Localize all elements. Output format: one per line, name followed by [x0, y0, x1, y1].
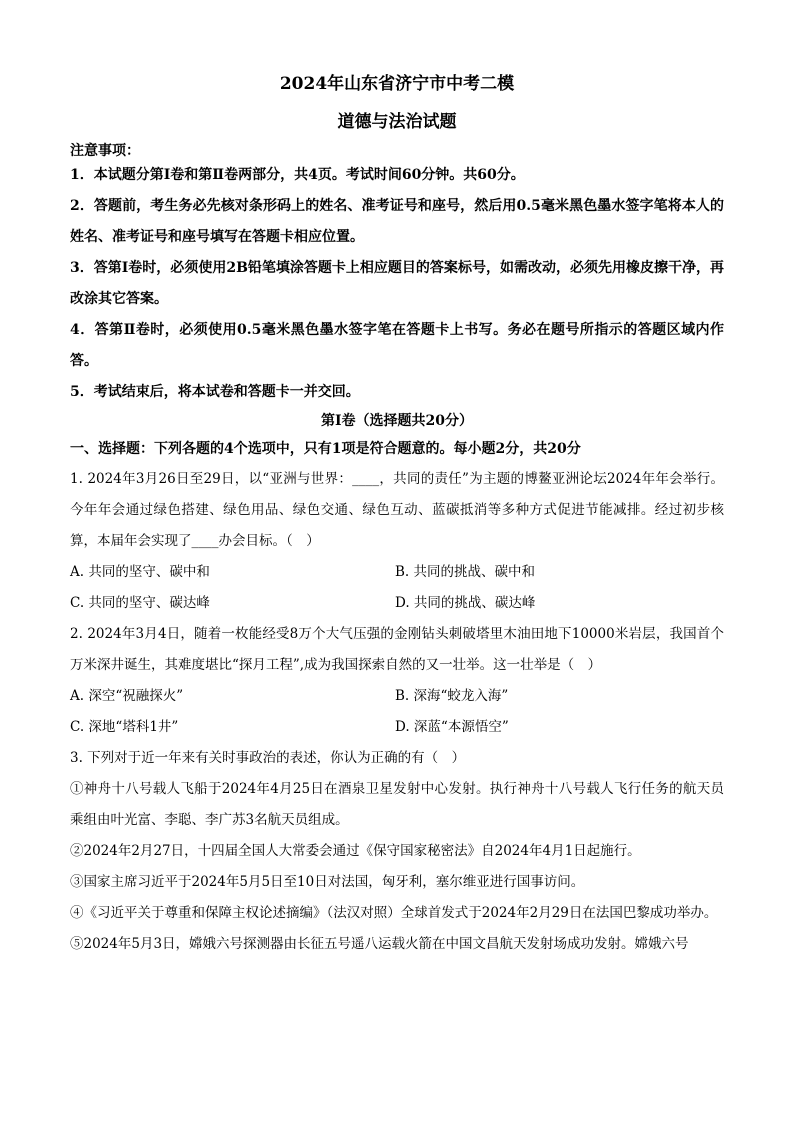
- question-2-option-b: B. 深海“蛟龙入海”: [395, 688, 509, 704]
- notice-item-2: 2．答题前，考生务必先核对条形码上的姓名、准考证号和座号，然后用0.5毫米黑色墨水签字笔将本人的姓名、准考证号和座号填写在答题卡相应位置。: [70, 198, 724, 245]
- notice-item-3: 3．答第Ⅰ卷时，必须使用2B铅笔填涂答题卡上相应题目的答案标号，如需改动，必须先用橡皮擦干净，再改涂其它答案。: [70, 260, 724, 307]
- question-2-option-d: D. 深蓝“本源悟空”: [395, 719, 509, 735]
- question-3-statement-2: ②2024年2月27日，十四届全国人大常委会通过《保守国家秘密法》自2024年4月1日起施行。: [70, 843, 641, 859]
- question-2-stem: 2. 2024年3月4日，随着一枚能经受8万个大气压强的金刚钻头刺破塔里木油田地下10000米岩层，我国首个万米深井诞生，其难度堪比“探月工程”,成为我国探索自然的又一壮举。这一壮举是（ ）: [70, 626, 724, 673]
- part-heading: 一、选择题：下列各题的4个选项中，只有1项是符合题意的。每小题2分，共20分: [70, 441, 581, 457]
- exam-subtitle: 道德与法治试题: [337, 112, 457, 132]
- question-2-option-c: C. 深地“塔科1井”: [70, 719, 179, 735]
- question-1-stem: 1. 2024年3月26日至29日，以“亚洲与世界：____，共同的责任”为主题的博鳌亚洲论坛2024年年会举行。今年年会通过绿色搭建、绿色用品、绿色交通、绿色互动、蓝碳抵消等多种方式促进节能减排。经过初步核算，本届年会实现了____办会目标。（ ）: [70, 471, 724, 549]
- question-2-option-a: A. 深空“祝融探火”: [70, 688, 184, 704]
- question-3-statement-4: ④《习近平关于尊重和保障主权论述摘编》（法汉对照）全球首发式于2024年2月29日在法国巴黎成功举办。: [70, 905, 718, 921]
- notice-item-1: 1．本试题分第Ⅰ卷和第Ⅱ卷两部分，共4页。考试时间60分钟。共60分。: [70, 167, 525, 183]
- question-1-option-c: C. 共同的坚守、碳达峰: [70, 595, 210, 611]
- question-3-statement-1: ①神舟十八号载人飞船于2024年4月25日在酒泉卫星发射中心发射。执行神舟十八号载人飞行任务的航天员乘组由叶光富、李聪、李广苏3名航天员组成。: [70, 781, 724, 828]
- document-page: [70, 72, 724, 960]
- question-2-options: [70, 681, 724, 743]
- question-3-statement-3: ③国家主席习近平于2024年5月5日至10日对法国，匈牙利，塞尔维亚进行国事访问。: [70, 874, 585, 890]
- question-1-options: [70, 557, 724, 619]
- exam-title: 2024年山东省济宁市中考二模: [279, 74, 515, 94]
- notice-item-4: 4．答第Ⅱ卷时，必须使用0.5毫米黑色墨水签字笔在答题卡上书写。务必在题号所指示的答题区域内作答。: [70, 322, 724, 369]
- question-1-option-d: D. 共同的挑战、碳达峰: [395, 595, 536, 611]
- notice-heading: 注意事项：: [70, 143, 140, 159]
- question-1-option-a: A. 共同的坚守、碳中和: [70, 564, 210, 580]
- question-1-option-b: B. 共同的挑战、碳中和: [395, 564, 536, 580]
- notice-item-5: 5．考试结束后，将本试卷和答题卡一并交回。: [70, 384, 360, 400]
- question-3-stem: 3. 下列对于近一年来有关时事政治的表述，你认为正确的有（ ）: [70, 750, 466, 766]
- question-3-statement-5: ⑤2024年5月3日，嫦娥六号探测器由长征五号遥八运载火箭在中国文昌航天发射场成功发射。嫦娥六号: [70, 936, 689, 952]
- section-title: 第Ⅰ卷（选择题共20分）: [320, 413, 474, 429]
